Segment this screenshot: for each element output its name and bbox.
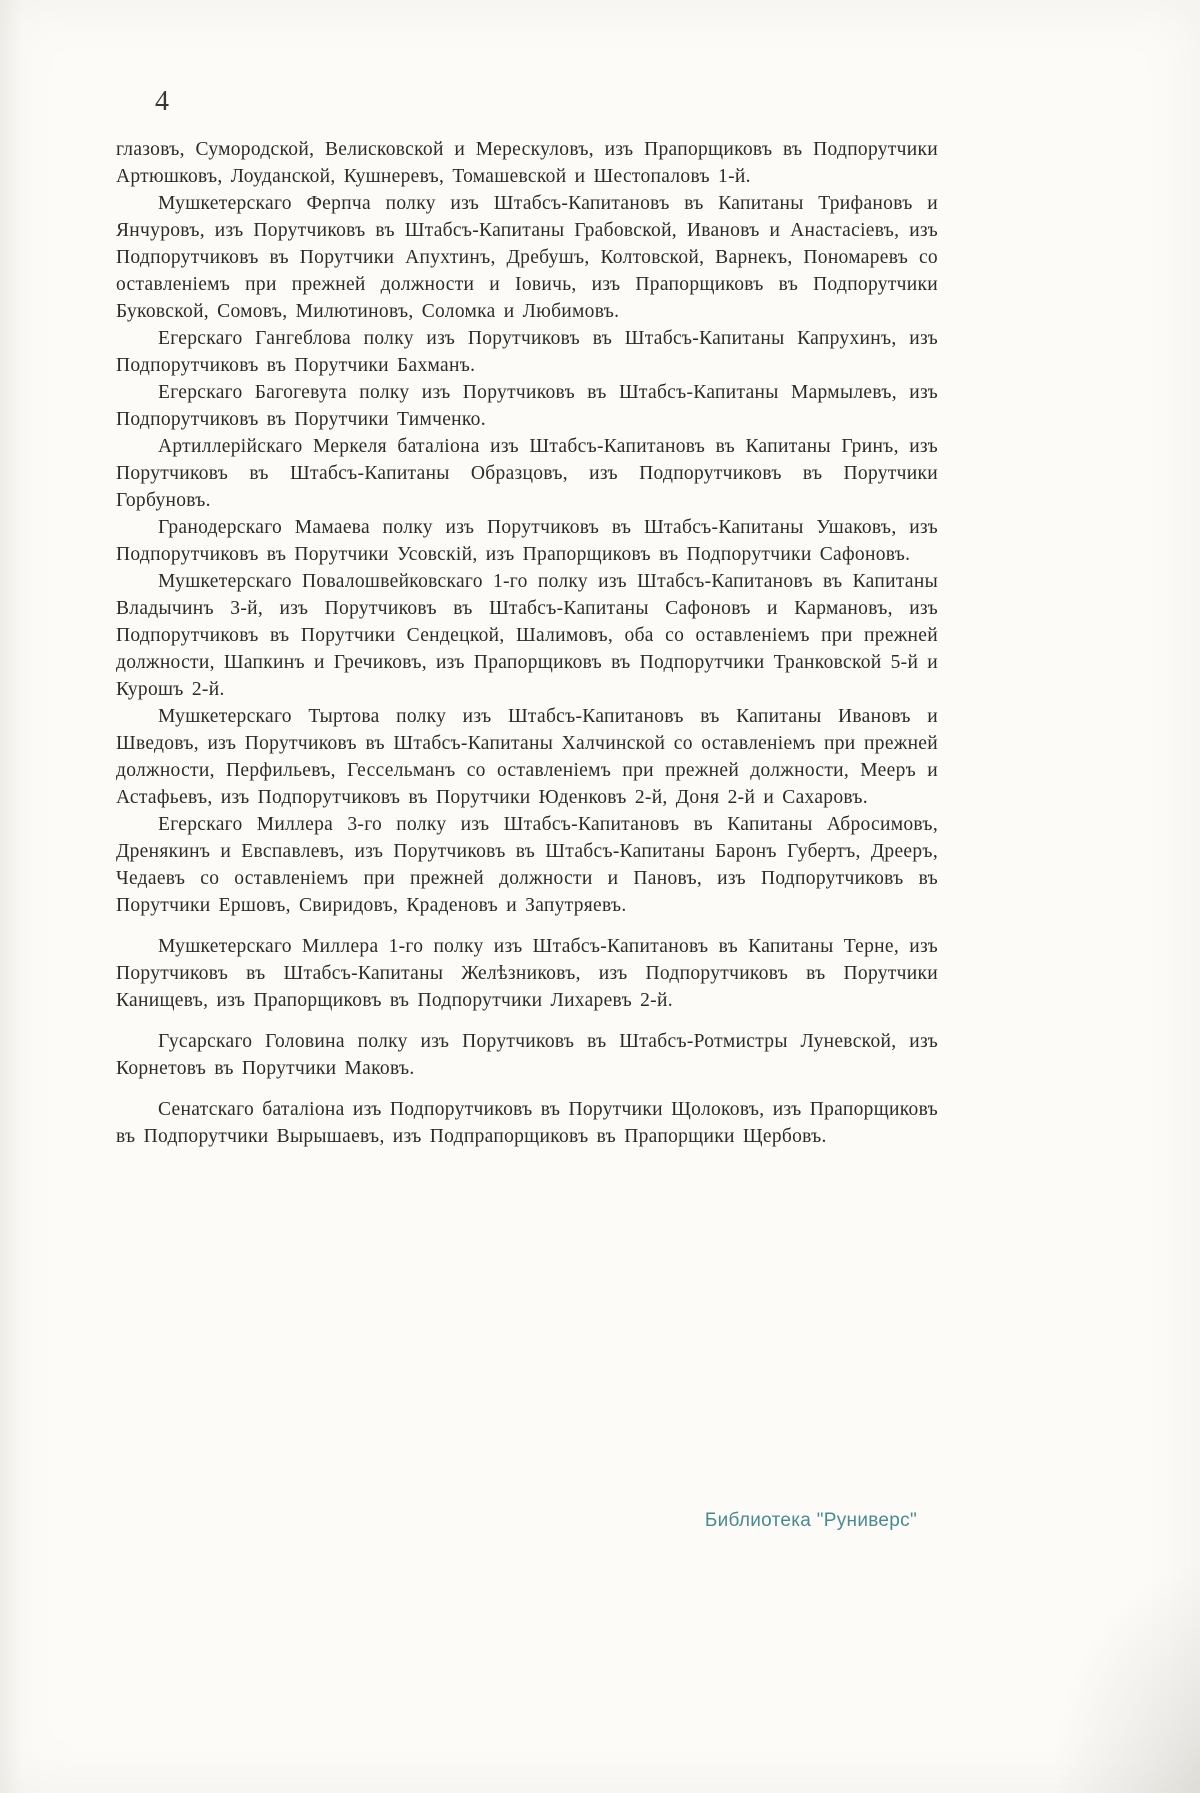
paragraph: Мушкетерскаго Миллера 1-го полку изъ Штабсъ-Капитановъ въ Капитаны Терне, изъ Порутчиковъ въ Штабсъ-Капитаны Желѣзниковъ, изъ Подпорутчиковъ въ Порутчики Канищевъ, изъ Прапорщиковъ въ Подпорутчики Лихаревъ 2-й. [116, 936, 938, 1011]
page-number: 4 [155, 86, 169, 117]
paragraph: глазовъ, Сумородской, Велисковской и Мерескуловъ, изъ Прапорщиковъ въ Подпорутчики Артюшковъ, Лоуданской, Кушнеревъ, Томашевской и Шестопаловъ 1-й. [116, 139, 938, 187]
page-curl-shading [1050, 1563, 1200, 1793]
paragraph: Гранодерскаго Мамаева полку изъ Порутчиковъ въ Штабсъ-Капитаны Ушаковъ, изъ Подпорутчиковъ въ Порутчики Усовскій, изъ Прапорщиковъ въ Подпорутчики Сафоновъ. [116, 517, 938, 565]
left-edge-shading [0, 0, 22, 1793]
paragraph: Егерскаго Миллера 3-го полку изъ Штабсъ-Капитановъ въ Капитаны Абросимовъ, Дренякинъ и Евспавлевъ, изъ Порутчиковъ въ Штабсъ-Капитаны Баронъ Губертъ, Дрееръ, Чедаевъ со оставленіемъ при прежней должности и Пановъ, изъ Подпорутчиковъ въ Порутчики Ершовъ, Свиридовъ, Краденовъ и Запутряевъ. [116, 814, 938, 916]
paragraph: Гусарскаго Головина полку изъ Порутчиковъ въ Штабсъ-Ротмистры Луневской, изъ Корнетовъ въ Порутчики Маковъ. [116, 1031, 938, 1079]
document-text-block [116, 136, 938, 1150]
paragraph: Мушкетерскаго Тыртова полку изъ Штабсъ-Капитановъ въ Капитаны Ивановъ и Шведовъ, изъ Порутчиковъ въ Штабсъ-Капитаны Халчинской со оставленіемъ при прежней должности, Перфильевъ, Гессельманъ со оставленіемъ при прежней должности, Мееръ и Астафьевъ, изъ Подпорутчиковъ въ Порутчики Юденковъ 2-й, Доня 2-й и Сахаровъ. [116, 706, 938, 808]
paragraph: Мушкетерскаго Ферпча полку изъ Штабсъ-Капитановъ въ Капитаны Трифановъ и Янчуровъ, изъ Порутчиковъ въ Штабсъ-Капитаны Грабовской, Ивановъ и Анастасіевъ, изъ Подпорутчиковъ въ Порутчики Апухтинъ, Дребушъ, Колтовской, Варнекъ, Пономаревъ со оставленіемъ при прежней должности и Іовичь, изъ Прапорщиковъ въ Подпорутчики Буковской, Сомовъ, Милютиновъ, Соломка и Любимовъ. [116, 193, 938, 322]
library-watermark: Библиотека "Руниверс" [704, 1510, 917, 1531]
paragraph: Егерскаго Багогевута полку изъ Порутчиковъ въ Штабсъ-Капитаны Мармылевъ, изъ Подпорутчиковъ въ Порутчики Тимченко. [116, 382, 938, 430]
paragraph: Сенатскаго баталіона изъ Подпорутчиковъ въ Порутчики Щолоковъ, изъ Прапорщиковъ въ Подпорутчики Вырышаевъ, изъ Подпрапорщиковъ въ Прапорщики Щербовъ. [116, 1099, 938, 1147]
paragraph: Мушкетерскаго Повалошвейковскаго 1-го полку изъ Штабсъ-Капитановъ въ Капитаны Владычинъ 3-й, изъ Порутчиковъ въ Штабсъ-Капитаны Сафоновъ и Кармановъ, изъ Подпорутчиковъ въ Порутчики Сендецкой, Шалимовъ, оба со оставленіемъ при прежней должности, Шапкинъ и Гречиковъ, изъ Прапорщиковъ въ Подпорутчики Транковской 5-й и Курошъ 2-й. [116, 571, 938, 700]
paragraph: Артиллерійскаго Меркеля баталіона изъ Штабсъ-Капитановъ въ Капитаны Гринъ, изъ Порутчиковъ въ Штабсъ-Капитаны Образцовъ, изъ Подпорутчиковъ въ Порутчики Горбуновъ. [116, 436, 938, 511]
paragraph: Егерскаго Гангеблова полку изъ Порутчиковъ въ Штабсъ-Капитаны Капрухинъ, изъ Подпорутчиковъ въ Порутчики Бахманъ. [116, 328, 938, 376]
